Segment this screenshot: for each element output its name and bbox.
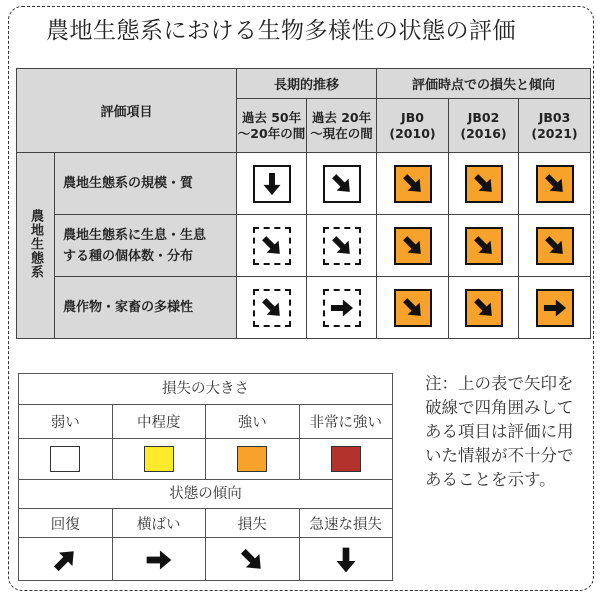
table-row <box>17 277 591 339</box>
down-right-arrow-icon <box>394 227 432 265</box>
period-header-1: 過去 50年～20年の間 <box>237 99 307 153</box>
down-right-arrow-icon <box>233 541 271 579</box>
group-label-cell <box>17 153 55 339</box>
down-right-arrow-icon <box>536 165 574 203</box>
up-right-arrow-icon <box>46 541 84 579</box>
magnitude-title: 損失の大きさ <box>19 374 392 405</box>
down-right-arrow-icon <box>253 289 291 327</box>
right-arrow-icon <box>323 289 361 327</box>
item-header: 評価項目 <box>17 69 237 153</box>
trend-label: 横ばい <box>113 509 207 537</box>
down-right-arrow-icon <box>323 227 361 265</box>
row-label: 農地生態系の規模・質 <box>55 153 237 215</box>
down-right-arrow-icon <box>465 289 503 327</box>
magnitude-swatches <box>19 439 392 480</box>
swatch-strong <box>237 446 267 472</box>
down-arrow-icon <box>327 541 365 579</box>
swatch-very-strong <box>331 446 361 472</box>
longterm-header: 長期的推移 <box>237 69 377 99</box>
note-text: 注：上の表で矢印を 破線で四角囲みして ある項目は評価に用 いた情報が不十分で あることを示す。 <box>425 374 574 489</box>
magnitude-label: 弱い <box>19 405 113 438</box>
down-right-arrow-icon <box>465 227 503 265</box>
magnitude-labels <box>19 405 392 439</box>
down-right-arrow-icon <box>253 227 291 265</box>
table-row <box>17 153 591 215</box>
trend-labels <box>19 509 392 538</box>
down-right-arrow-icon <box>394 289 432 327</box>
table-row <box>17 215 591 277</box>
row-label: 農作物・家畜の多様性 <box>55 277 237 339</box>
period-header-2: 過去 20年～現在の間 <box>307 99 377 153</box>
jb02-header: JB02 (2016) <box>449 99 519 153</box>
evaluation-table <box>16 68 591 339</box>
down-right-arrow-icon <box>465 165 503 203</box>
trend-label: 損失 <box>206 509 300 537</box>
down-right-arrow-icon <box>323 165 361 203</box>
down-right-arrow-icon <box>536 227 574 265</box>
assessment-header: 評価時点での損失と傾向 <box>377 69 591 99</box>
trend-label: 回復 <box>19 509 113 537</box>
right-arrow-icon <box>140 541 178 579</box>
group-label: 農地生態系 <box>28 208 43 279</box>
magnitude-label: 中程度 <box>113 405 207 438</box>
row-label: 農地生態系に生息・生息 する種の個体数・分布 <box>55 215 237 277</box>
legend <box>18 373 393 581</box>
jb03-header: JB03 (2021) <box>519 99 591 153</box>
down-right-arrow-icon <box>394 165 432 203</box>
trend-title: 状態の傾向 <box>19 480 392 509</box>
trend-label: 急速な損失 <box>309 516 382 533</box>
down-arrow-icon <box>253 165 291 203</box>
magnitude-label: 強い <box>206 405 300 438</box>
trend-arrows <box>19 538 392 581</box>
right-arrow-icon <box>536 289 574 327</box>
jb0-header: JB0 (2010) <box>377 99 449 153</box>
swatch-weak <box>50 446 80 472</box>
magnitude-label: 非常に強い <box>309 415 382 431</box>
page-title: 農地生態系における生物多様性の状態の評価 <box>46 18 516 44</box>
swatch-moderate <box>144 446 174 472</box>
